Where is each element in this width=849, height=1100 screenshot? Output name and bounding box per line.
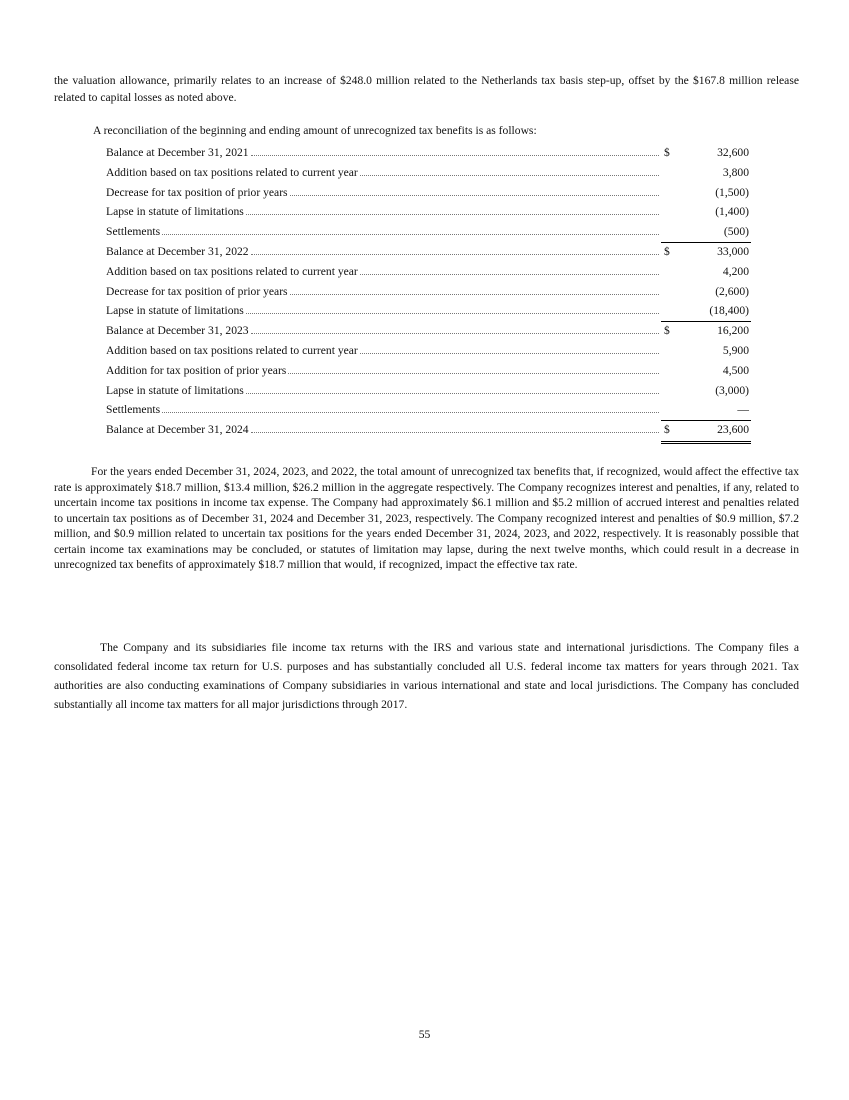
page-number: 55 xyxy=(418,1028,431,1041)
row-label: Balance at December 31, 2021 xyxy=(106,146,249,159)
table-row xyxy=(106,362,751,382)
leader-dots xyxy=(360,166,659,176)
row-label: Lapse in statute of limitations xyxy=(106,205,244,219)
table-row xyxy=(106,322,751,342)
leader-dots xyxy=(360,265,659,275)
row-label: Balance at December 31, 2022 xyxy=(106,244,249,258)
table-row xyxy=(106,382,751,402)
row-label: Lapse in statute of limitations xyxy=(106,383,244,397)
leader-dots xyxy=(162,403,659,413)
leader-dots xyxy=(290,186,659,196)
dollar-sign: $ xyxy=(664,324,670,338)
row-amount: 32,600 xyxy=(717,146,749,159)
row-label: Decrease for tax position of prior years xyxy=(106,185,288,199)
row-amount: 5,900 xyxy=(722,343,749,357)
table-row xyxy=(106,263,751,283)
row-amount: — xyxy=(737,403,749,417)
row-label: Balance at December 31, 2023 xyxy=(106,324,249,338)
dollar-sign: $ xyxy=(664,146,670,159)
paragraph-valuation-allowance: the valuation allowance, primarily relates to an increase of $248.0 million related to the Netherlands tax basis step-up, offset by the $167.8 million release related to capital losses as noted above. xyxy=(54,74,799,104)
table-row xyxy=(106,401,751,421)
row-amount: 4,500 xyxy=(722,363,749,377)
row-label: Balance at December 31, 2024 xyxy=(106,423,249,437)
table-row xyxy=(106,164,751,184)
dollar-sign: $ xyxy=(664,244,670,258)
row-amount: 23,600 xyxy=(717,423,749,437)
row-label: Addition based on tax positions related to current year xyxy=(106,165,358,179)
row-label: Lapse in statute of limitations xyxy=(106,304,244,318)
row-amount: 4,200 xyxy=(722,264,749,278)
leader-dots xyxy=(360,344,659,354)
leader-dots xyxy=(251,146,659,156)
table-row xyxy=(106,203,751,223)
table-row xyxy=(106,243,751,263)
row-label: Settlements xyxy=(106,225,161,239)
paragraph-income-tax-returns: The Company and its subsidiaries file income tax returns with the IRS and various state and international jurisdictions. The Company files a consolidated federal income tax return for U.S. purposes and has substantially concluded all U.S. federal income tax matters for years through 2021. Tax authorities are also conducting examinations of Company subsidiaries in various international and state and local jurisdictions. The Company has concluded substantially all income tax matters for all major jurisdictions through 2017. xyxy=(54,641,799,711)
row-amount: 16,200 xyxy=(717,324,749,338)
table-row xyxy=(106,223,751,243)
table-row xyxy=(106,144,751,164)
leader-dots xyxy=(290,285,659,295)
leader-dots xyxy=(246,304,659,314)
row-label: Decrease for tax position of prior years xyxy=(106,284,288,298)
row-label: Addition based on tax positions related to current year xyxy=(106,343,358,357)
row-label: Addition based on tax positions related to current year xyxy=(106,264,358,278)
leader-dots xyxy=(162,225,659,235)
table-row xyxy=(106,283,751,303)
leader-dots xyxy=(251,423,659,433)
leader-dots xyxy=(251,324,659,334)
table-row xyxy=(106,421,751,441)
table-row xyxy=(106,342,751,362)
row-label: Settlements xyxy=(106,403,161,417)
row-amount: 33,000 xyxy=(717,244,749,258)
row-amount: (18,400) xyxy=(709,304,749,318)
table-row xyxy=(106,302,751,322)
row-amount: 3,800 xyxy=(722,165,749,179)
leader-dots xyxy=(288,364,659,374)
leader-dots xyxy=(251,245,659,255)
leader-dots xyxy=(246,205,659,215)
leader-dots xyxy=(246,384,659,394)
dollar-sign: $ xyxy=(664,423,670,437)
row-amount: (3,000) xyxy=(715,383,749,397)
table-row xyxy=(106,184,751,204)
paragraph-unrecognized-benefits: For the years ended December 31, 2024, 2023, and 2022, the total amount of unrecognized tax benefits that, if recognized, would affect the effective tax rate is approximately $18.7 million, $13.4 million, $26.2 million in the aggregate respectively. The Company recognizes interest and penalties, if any, related to uncertain income tax positions in income tax expense. The Company had approximately $6.1 million and $5.2 million of accrued interest and penalties related to uncertain tax positions as of December 31, 2024 and December 31, 2023, respectively. The Company recognized interest and penalties of $0.9 million, $7.2 million, and $0.9 million related to uncertain tax positions for the years ended December 31, 2024, 2023, and 2022, respectively. It is reasonably possible that certain income tax examinations may be concluded, or statutes of limitation may lapse, during the next twelve months, which could result in a decrease in unrecognized tax benefits of approximately $18.7 million that would, if recognized, impact the effective tax rate. xyxy=(54,465,799,571)
row-amount: (2,600) xyxy=(715,284,749,298)
row-amount: (500) xyxy=(723,225,749,239)
row-label: Addition for tax position of prior years xyxy=(106,363,287,377)
reconciliation-table xyxy=(106,144,751,441)
reconciliation-intro: A reconciliation of the beginning and ending amount of unrecognized tax benefits is as follows: xyxy=(93,124,537,137)
row-amount: (1,500) xyxy=(715,185,749,199)
row-amount: (1,400) xyxy=(715,205,749,219)
